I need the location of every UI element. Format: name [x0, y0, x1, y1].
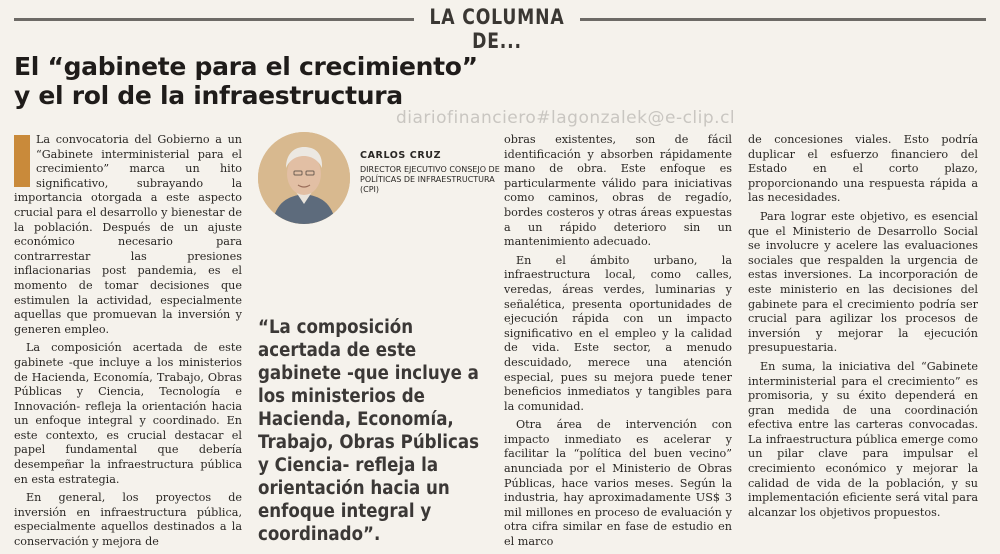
paragraph-8: Para lograr este objetivo, es esencial que el Ministerio de Desarrollo Social se involucre y acelere las evaluaciones sociales que respalden la urgencia de estas inversiones. La incorporación de este ministerio en las decisiones del gabinete para el crecimiento podría ser crucial para agilizar los procesos de inversión y mejorar la ejecución presupuestaria. [748, 209, 978, 355]
dropcap-block: L [14, 135, 30, 187]
paragraph-5: En el ámbito urbano, la infraestructura local, como calles, veredas, áreas verdes, luminarias y señalética, presenta oportunidades de ejecución rápida con un impacto significativo en el empleo y la calidad de vida. Este sector, a menudo descuidado, merece una atención especial, pues su mejora puede tener beneficios inmediatos y tangibles para la comunidad. [504, 253, 732, 413]
headline-line-1: El “gabinete para el crecimiento” [14, 52, 478, 81]
paragraph-7: de concesiones viales. Esto podría duplicar el esfuerzo financiero del Estado en el corto plazo, proporcionando una respuesta rápida a las necesidades. [748, 133, 978, 205]
headline-line-2: y el rol de la infraestructura [14, 81, 403, 110]
author-portrait-icon [258, 132, 350, 224]
article-column-3 [504, 133, 732, 554]
pull-quote: “La composición acertada de este gabinete -que incluye a los ministerios de Hacienda, Economía, Trabajo, Obras Públicas y Ciencia- refleja la orientación hacia un enfoque integral y coordinado”. [258, 317, 480, 545]
article-column-1 [14, 133, 242, 554]
author-photo [258, 132, 350, 224]
paragraph-9: En suma, la iniciativa del “Gabinete interministerial para el crecimiento” es promisoria, y su éxito dependerá en gran medida de una coordinación efectiva entre las carteras convocadas. La infraestructura pública emerge como un pilar clave para impulsar el crecimiento económico y mejorar la calidad de vida de la población, y su implementación eficiente será vital para alcanzar los objetivos propuestos. [748, 359, 978, 519]
article-headline [14, 52, 574, 110]
section-header [0, 0, 1000, 53]
watermark-text: diariofinanciero#lagonzalek@e-clip.cl [396, 108, 736, 128]
paragraph-6: Otra área de intervención con impacto inmediato es acelerar y facilitar la “política del buen vecino” anunciada por el Ministerio de Obras Públicas, hace varios meses. Según la industria, hay aproximadamente US$ 3 mil millones en proceso de evaluación y otra cifra similar en fase de estudio en el marco [504, 418, 732, 549]
paragraph-1 [14, 133, 242, 337]
paragraph-4: obras existentes, son de fácil identificación y absorben rápidamente mano de obra. Este enfoque es particularmente válido para iniciativas como caminos, obras de regadío, bordes costeros y otras áreas expuestas a un rápido deterioro sin un mantenimiento adecuado. [504, 133, 732, 249]
paragraph-3: En general, los proyectos de inversión en infraestructura pública, especialmente aquellos destinados a la conservación y mejora de [14, 491, 242, 549]
section-rule-left [14, 18, 414, 21]
author-name: CARLOS CRUZ [360, 150, 442, 161]
paragraph-1-text: La convocatoria del Gobierno a un “Gabinete interministerial para el crecimiento” marca un hito significativo, subrayando la importancia otorgada a este aspecto crucial para el desarrollo y bienestar de la población. Después de un ajuste económico necesario para contrarrestar las presiones inflacionarias post pandemia, es el momento de tomar decisiones que estimulen la actividad, especialmente aquellas que promuevan la inversión y generen empleo. [14, 133, 242, 336]
article-column-4 [748, 133, 978, 524]
paragraph-2: La composición acertada de este gabinete -que incluye a los ministerios de Hacienda, Economía, Trabajo, Obras Públicas y Ciencia, Tecnología e Innovación- refleja la orientación hacia un enfoque integral y coordinado. En este contexto, es crucial destacar el papel fundamental que debería desempeñar la infraestructura pública en esta estrategia. [14, 341, 242, 486]
section-rule-right [580, 18, 986, 21]
author-role: DIRECTOR EJECUTIVO CONSEJO DE POLÍTICAS DE INFRAESTRUCTURA (CPI) [360, 165, 500, 194]
author-byline [360, 150, 500, 195]
section-label: LA COLUMNA DE... [429, 5, 565, 53]
